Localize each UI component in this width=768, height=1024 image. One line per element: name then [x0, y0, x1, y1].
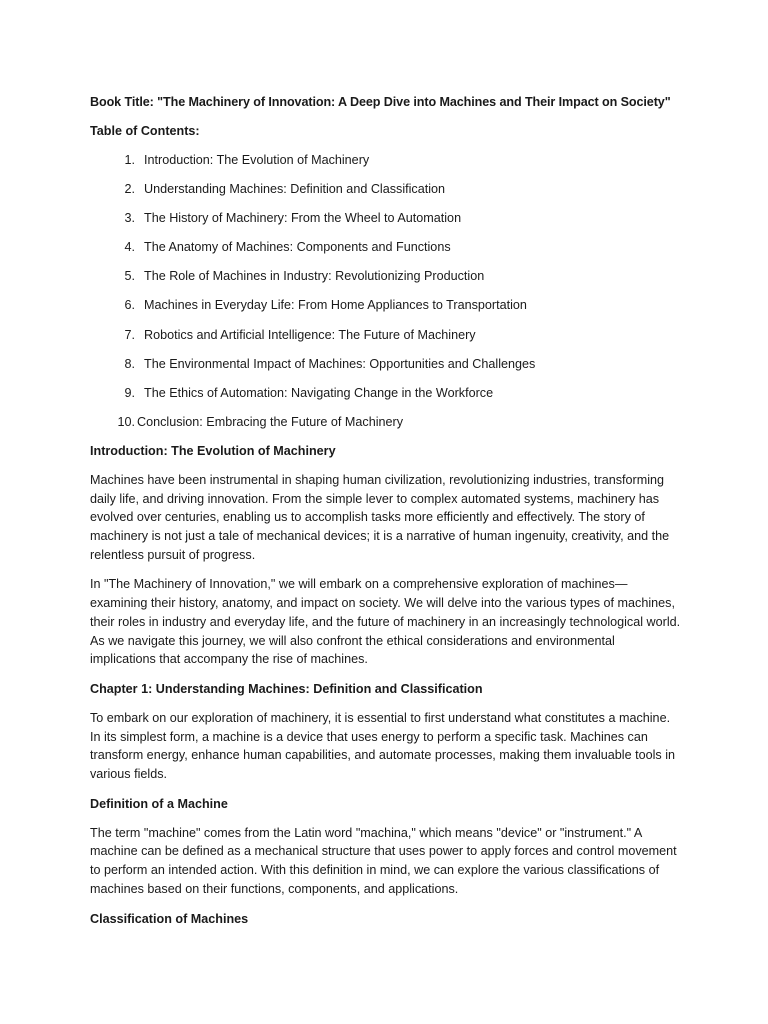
toc-item: [90, 267, 682, 285]
toc-item-number: 2.: [124, 182, 135, 197]
toc-item: [90, 326, 682, 344]
definition-heading: Definition of a Machine: [90, 796, 228, 811]
toc-item: [90, 384, 682, 402]
toc-item-number: 8.: [124, 356, 135, 371]
toc-item-label: The Anatomy of Machines: Components and Functions: [144, 240, 451, 255]
toc-item-label: Introduction: The Evolution of Machinery: [144, 153, 370, 167]
toc-item: [90, 209, 682, 227]
toc-item: [90, 355, 682, 373]
toc-item: [90, 238, 682, 256]
toc-item-label: Understanding Machines: Definition and Classification: [144, 182, 446, 197]
toc-item-label: Conclusion: Embracing the Future of Machinery: [137, 414, 403, 429]
toc-item-number: 9.: [124, 385, 135, 400]
toc-item-label: Machines in Everyday Life: From Home Appliances to Transportation: [144, 298, 527, 313]
toc-heading: Table of Contents:: [90, 124, 200, 138]
toc-item: [90, 413, 682, 431]
book-title: Book Title: "The Machinery of Innovation: A Deep Dive into Machines and Their Impact on Society": [90, 95, 671, 109]
toc-item-number: 1.: [124, 153, 135, 167]
toc-item-number: 7.: [124, 327, 135, 342]
table-of-contents: [90, 151, 682, 431]
toc-item: [90, 180, 682, 198]
intro-paragraph-1: Machines have been instrumental in shaping human civilization, revolutionizing industries, transforming daily life, and driving innovation. From the simple lever to complex automated systems, machinery has evolved over centuries, enabling us to accomplish tasks more efficiently and effectively. The story of machinery is not just a tale of mechanical devices; it is a narrative of human ingenuity, creativity, and the relentless pursuit of progress.: [90, 472, 670, 562]
toc-item-number: 4.: [124, 240, 135, 255]
chapter1-heading: Chapter 1: Understanding Machines: Definition and Classification: [90, 681, 483, 696]
toc-item: [90, 151, 682, 169]
toc-item-number: 5.: [124, 269, 135, 284]
intro-heading: Introduction: The Evolution of Machinery: [90, 443, 336, 458]
toc-item-label: The Environmental Impact of Machines: Opportunities and Challenges: [144, 356, 536, 371]
definition-paragraph-1: The term "machine" comes from the Latin word "machina," which means "device" or "instrument." A machine can be defined as a mechanical structure that uses power to apply forces and control movement to perform an intended action. With this definition in mind, we can explore the various classifications of machines based on their functions, components, and applications.: [90, 825, 677, 896]
toc-item-number: 3.: [124, 211, 135, 226]
toc-item-label: The Role of Machines in Industry: Revolutionizing Production: [144, 269, 485, 284]
toc-item-label: The Ethics of Automation: Navigating Change in the Workforce: [144, 385, 494, 400]
toc-item-label: Robotics and Artificial Intelligence: The Future of Machinery: [144, 327, 476, 342]
toc-item-number: 6.: [124, 298, 135, 313]
toc-item-number: 10.: [117, 414, 135, 429]
toc-item: [90, 296, 682, 314]
chapter1-paragraph-1: To embark on our exploration of machinery, it is essential to first understand what constitutes a machine. In its simplest form, a machine is a device that uses energy to perform a specific task. Machines can transform energy, enhance human capabilities, and automate processes, making them invaluable tools in various fields.: [90, 710, 676, 782]
toc-item-label: The History of Machinery: From the Wheel to Automation: [144, 211, 462, 226]
classification-heading: Classification of Machines: [90, 911, 249, 926]
intro-paragraph-2: In "The Machinery of Innovation," we will embark on a comprehensive exploration of machines—examining their history, anatomy, and impact on society. We will delve into the various types of machines, their roles in industry and everyday life, and the future of machinery in an increasingly technological world. As we navigate this journey, we will also confront the ethical considerations and environmental implications that accompany the rise of machines.: [90, 577, 681, 667]
